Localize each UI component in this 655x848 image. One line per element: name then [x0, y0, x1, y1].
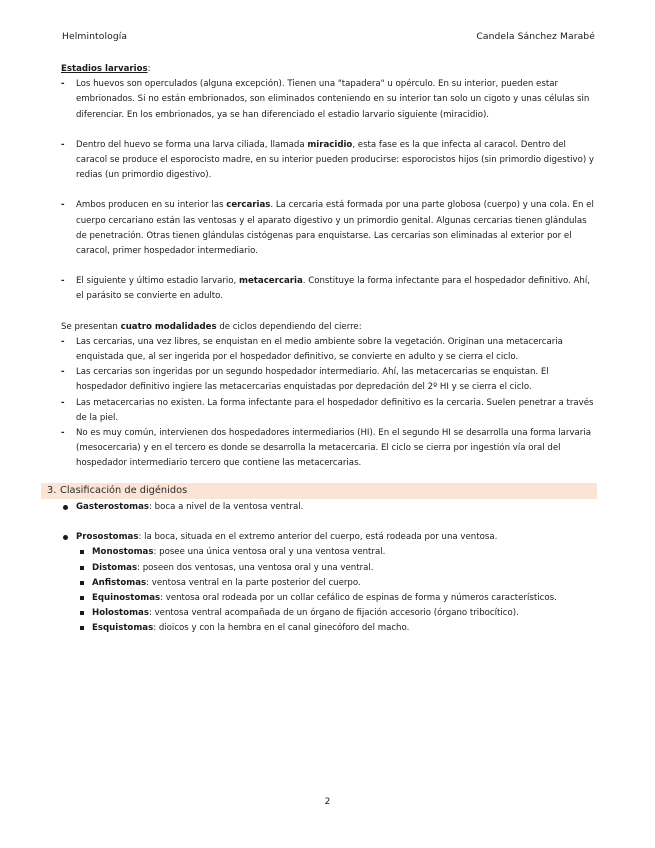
classification-list [60, 500, 595, 637]
prosostomas-sublist [76, 545, 595, 636]
list-item-gasterostomas: Gasterostomas: boca a nivel de la ventosa ventral. [60, 500, 595, 515]
modalities-intro: Se presentan cuatro modalidades de ciclos dependiendo del cierre: [61, 321, 362, 332]
sublist-item: Anfistomas: ventosa ventral en la parte posterior del cuerpo. [76, 576, 595, 591]
term-metacercaria: metacercaria [239, 276, 303, 287]
list-item: - Las cercarias, una vez libres, se enquistan en el medio ambiente sobre la vegetación. Originan una metacercaria enquistada que, al ser ingerida por el hospedador definitivo, se convierte en adulto y se cierra el ciclo. [60, 335, 595, 365]
larval-stages-list [60, 77, 595, 304]
classification-section [60, 500, 595, 637]
list-item: - Las cercarias son ingeridas por un segundo hospedador intermediario. Ahí, las metacercarias se enquistan. El hospedador definitivo ingiere las metacercarias enquistadas por depredación del 2º HI y se cierra el ciclo. [60, 365, 595, 395]
section-heading-bar [41, 483, 597, 499]
list-item: - Dentro del huevo se forma una larva ciliada, llamada miracidio, esta fase es la que infecta al caracol. Dentro del caracol se produce el esporocisto madre, en su interior pueden producirse: esporocistos hijos (sin primordio digestivo) y redias (un primordio digestivo). [60, 138, 595, 184]
list-item: - Los huevos son operculados (alguna excepción). Tienen una "tapadera" u opérculo. En su interior, pueden estar embrionados. Si no están embrionados, son eliminados conteniendo en su interior tan solo un cigoto y unas células sin diferenciar. En los embrionados, ya se han diferenciado el estadio larvario siguiente (miracidio). [60, 77, 595, 123]
list-item: - Las metacercarias no existen. La forma infectante para el hospedador definitivo es la cercaria. Suelen penetrar a través de la piel. [60, 396, 595, 426]
sublist-item: Distomas: poseen dos ventosas, una ventosa oral y una ventral. [76, 561, 595, 576]
sublist-item: Esquistomas: dioicos y con la hembra en el canal ginecóforo del macho. [76, 621, 595, 636]
list-item-prosostomas: Prosostomas: la boca, situada en el extremo anterior del cuerpo, está rodeada por una ventosa. Monostomas: posee una única ventosa oral y una ventosa ventral. Distomas: poseen dos ventosas, una ventosa oral y una ventral. Anfistomas: ventosa ventral en la parte posterior del cuerpo. Equinostomas: ventosa oral rodeada por un collar cefálico de espinas de forma y números característicos. Holostomas: ventosa ventral acompañada de un órgano de fijación accesorio (órgano tribocítico). Esquistomas: dioicos y con la hembra en el canal ginecóforo del macho. [60, 530, 595, 636]
larval-stages-heading: Estadios larvarios: [61, 64, 151, 74]
list-item: - Ambos producen en su interior las cercarias. La cercaria está formada por una parte globosa (cuerpo) y una cola. En el cuerpo cercariano están las ventosas y el aparato digestivo y un primordio genital. Algunas cercarias tienen glándulas de penetración. Otras tienen glándulas cistógenas para enquistarse. Las cercarias son eliminadas al exterior por el caracol, primer hospedador intermediario. [60, 198, 595, 259]
header-subject: Helmintología [62, 31, 128, 42]
modalities-list [60, 335, 595, 472]
list-item: - No es muy común, intervienen dos hospedadores intermediarios (HI). En el segundo HI se desarrolla una forma larvaria (mesocercaria) y en el tercero es donde se desarrolla la metacercaria. El ciclo se cierra por ingestión vía oral del hospedador intermediario tercero que contiene las metacercarias. [60, 426, 595, 472]
page-header [62, 31, 595, 45]
section-number: 3. [47, 485, 57, 496]
larval-stages-section [60, 62, 595, 472]
sublist-item: Holostomas: ventosa ventral acompañada de un órgano de fijación accesorio (órgano tribocítico). [76, 606, 595, 621]
term-miracidio: miracidio [307, 139, 353, 150]
page-number: 2 [324, 797, 331, 807]
sublist-item: Monostomas: posee una única ventosa oral y una ventosa ventral. [76, 545, 595, 560]
list-item: - El siguiente y último estadio larvario, metacercaria. Constituye la forma infectante para el hospedador definitivo. Ahí, el parásito se convierte en adulto. [60, 274, 595, 304]
header-author: Candela Sánchez Marabé [476, 31, 595, 42]
sublist-item: Equinostomas: ventosa oral rodeada por un collar cefálico de espinas de forma y números característicos. [76, 591, 595, 606]
term-cercarias: cercarias [226, 200, 271, 211]
section-title: Clasificación de digénidos [60, 485, 188, 496]
